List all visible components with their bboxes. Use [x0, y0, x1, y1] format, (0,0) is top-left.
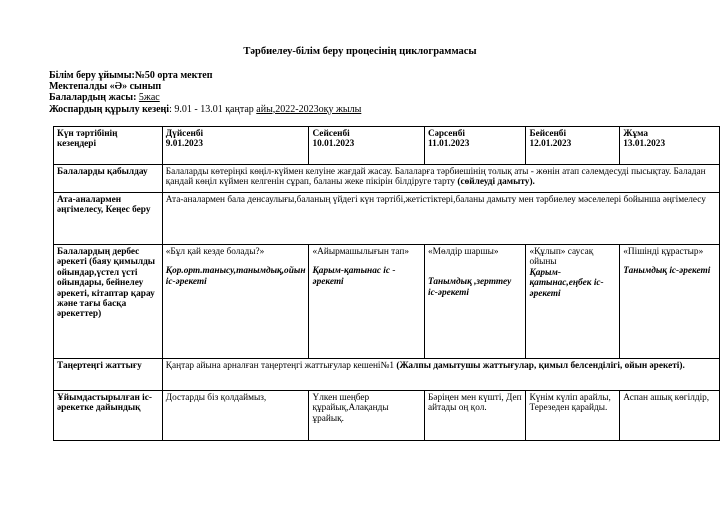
preparation-cell: Достарды біз қолдаймыз, — [162, 391, 309, 441]
header-day — [526, 127, 620, 165]
parents-row — [54, 193, 720, 245]
preparation-cell: Аспан ашық көгілдір, — [620, 391, 720, 441]
header-regime: Күн тәртібінің кезеңдері — [54, 127, 163, 165]
morning-exercise-body: Қаңтар айына арналған таңертеңгі жаттығулар кешені№1 — [165, 361, 397, 371]
preparation-cell: Үлкен шеңбер құрайық,Алақанды ұрайық. — [309, 391, 425, 441]
parents-label: Ата-аналармен әңгімелесу, Кеңес беру — [54, 193, 163, 245]
age-row — [49, 92, 361, 103]
header-day — [162, 127, 309, 165]
independent-row — [54, 245, 720, 359]
cyclogram-table — [53, 126, 720, 441]
activity-title: «Бұл қай кезде болады?» — [165, 247, 265, 257]
morning-exercise-text — [162, 359, 719, 391]
period-label: Жоспардың құрылу кезеңі — [49, 103, 170, 115]
preparation-label: Ұйымдастырылған іс-әрекетке дайындық — [54, 391, 163, 441]
age-label: Балалардың жасы: — [49, 92, 139, 104]
day-name: Дүйсенбі — [165, 129, 204, 139]
reception-label: Балаларды қабылдау — [54, 165, 163, 193]
morning-exercise-bold: (Жалпы дамытушы жаттығулар, қимыл белсенділігі, ойын әрекеті). — [396, 361, 685, 371]
activity-title: «Құлып» саусақ ойыны — [529, 247, 594, 268]
activity-cell — [526, 245, 620, 359]
org-label: Білім беру ұйымы: — [49, 70, 135, 81]
day-name: Жұма — [623, 129, 649, 139]
org-row — [49, 70, 361, 81]
reception-text — [162, 165, 719, 193]
day-date: 12.01.2023 — [529, 139, 572, 150]
preparation-cell: Күнім күліп арайлы, Терезеден қарайды. — [526, 391, 620, 441]
reception-bold: (сөйлеуді дамыту). — [457, 177, 535, 188]
header-day — [309, 127, 425, 165]
morning-exercise-row — [54, 359, 720, 391]
day-date: 9.01.2023 — [165, 139, 203, 150]
activity-cell — [309, 245, 425, 359]
activity-title: «Пішінді құрастыр» — [623, 247, 704, 257]
activity-title: «Айырмашылығын тап» — [312, 247, 409, 257]
org-value: №50 орта мектеп — [134, 70, 213, 81]
reception-row — [54, 165, 720, 193]
morning-exercise-label: Таңертеңгі жаттығу — [54, 359, 163, 391]
activity-cell — [620, 245, 720, 359]
day-date: 13.01.2023 — [623, 139, 666, 150]
period-row — [49, 104, 361, 115]
activity-type: Қарым-қатынас,еңбек іс-әрекеті — [529, 267, 604, 299]
period-value: : 9.01 - 13.01 қаңтар — [169, 103, 257, 115]
parents-text: Ата-аналармен бала денсаулығы,баланың үйдегі күн тәртібі,жетістіктері,баланы дамыту мен тәрбиелеу мәселелері бойынша әңгімелесу — [162, 193, 719, 245]
day-name: Сәрсенбі — [428, 129, 465, 139]
day-date: 11.01.2023 — [428, 139, 470, 150]
group-label: Мектепалды «Ә» сынып — [49, 81, 162, 93]
day-date: 10.01.2023 — [312, 139, 355, 150]
reception-body: Балаларды көтеріңкі көңіл-күймен келуіне жағдай жасау. Балаларға тәрбиешінің толық аты - жөнін атап сәлемдесуді пысықтау. Баладан қандай көңіл күймен келгенін сұрап, баланы жеке пікірін білдіруге тарту — [165, 167, 706, 188]
period-year: айы,2022-2023оқу жылы — [256, 103, 362, 115]
day-name: Бейсенбі — [529, 129, 567, 139]
group-row — [49, 81, 361, 92]
activity-title: «Мөлдір шаршы» — [428, 247, 499, 257]
meta-block — [49, 70, 361, 115]
activity-cell — [425, 245, 526, 359]
page-title: Тәрбиелеу-білім беру процесінің циклограммасы — [243, 46, 477, 57]
header-day — [425, 127, 526, 165]
independent-label: Балалардың дербес әрекеті (баяу қимылды ойындар,үстел үсті ойындары, бейнелеу әрекеті, кітаптар қарау және тағы басқа әрекеттер) — [54, 245, 163, 359]
preparation-cell: Бәріңен мен күшті, Деп айтады оң қол. — [425, 391, 526, 441]
preparation-row — [54, 391, 720, 441]
activity-type: Қор.орт.танысу,танымдық,ойын іс-әрекеті — [165, 266, 306, 287]
activity-type: Танымдық ,зерттеу іс-әрекеті — [428, 277, 512, 298]
header-row — [54, 127, 720, 165]
header-day — [620, 127, 720, 165]
day-name: Сейсенбі — [312, 129, 350, 139]
activity-cell — [162, 245, 309, 359]
activity-type: Қарым-қатынас іс - әрекеті — [312, 266, 396, 287]
age-value: 5жас — [138, 92, 160, 104]
activity-type: Танымдық іс-әрекеті — [623, 266, 711, 277]
